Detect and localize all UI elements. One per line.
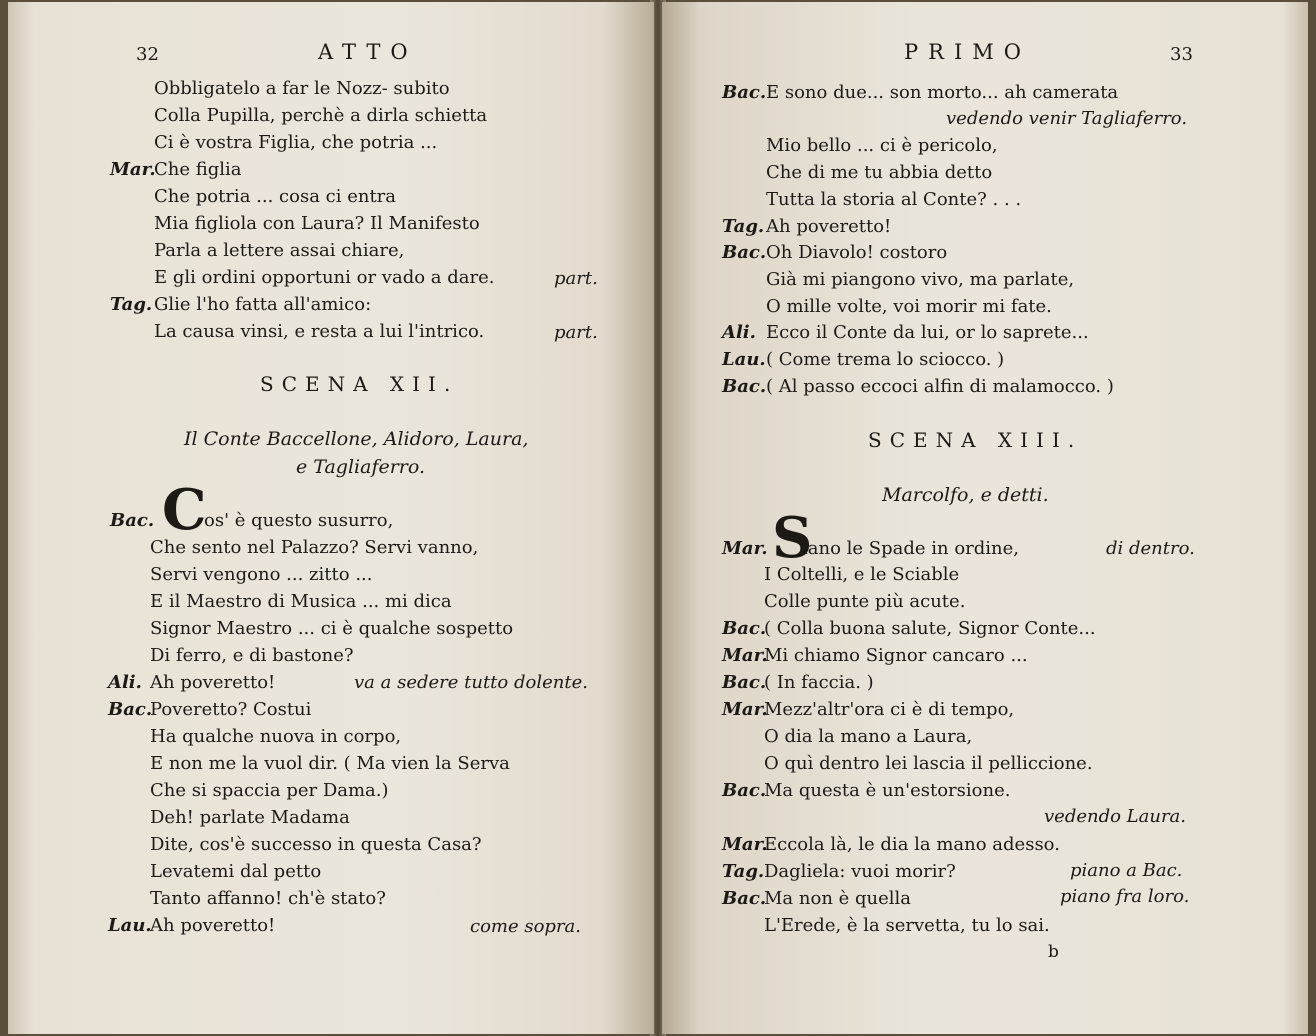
verse-line: Ah poveretto! xyxy=(766,215,892,237)
running-head: PRIMO xyxy=(904,40,1031,64)
verse-line: Ah poveretto! xyxy=(150,672,276,693)
speaker-name: Mar. xyxy=(722,538,768,559)
verse-line: O quì dentro lei lascia il pelliccione. xyxy=(764,753,1093,774)
verse-line: I Coltelli, e le Sciable xyxy=(764,564,960,585)
speaker-name: Bac. xyxy=(110,510,155,531)
left-page xyxy=(8,2,654,1034)
verse-line: E sono due... son morto... ah camerata xyxy=(766,82,1119,103)
cast-list: Il Conte Baccellone, Alidoro, Laura, xyxy=(184,428,529,450)
verse-line: Ah poveretto! xyxy=(150,915,276,936)
verse-line: E non me la vuol dir. ( Ma vien la Serva xyxy=(150,753,510,774)
stage-direction: di dentro. xyxy=(1106,538,1195,559)
verse-line: E il Maestro di Musica ... mi dica xyxy=(150,591,452,612)
verse-line: ( Al passo eccoci alfin di malamocco. ) xyxy=(766,375,1114,397)
verse-line: Poveretto? Costui xyxy=(150,699,312,720)
speaker-line xyxy=(722,538,766,560)
speaker-name: Tag. xyxy=(110,294,153,315)
verse-line: Mia figliola con Laura? Il Manifesto xyxy=(154,213,480,234)
speaker-name: Mar. xyxy=(722,834,768,855)
verse-line: O dia la mano a Laura, xyxy=(764,726,973,747)
running-head: ATTO xyxy=(318,40,418,64)
verse-line: iano le Spade in ordine, xyxy=(802,538,1020,559)
speaker-name: Lau. xyxy=(722,349,766,370)
stage-direction: part. xyxy=(554,268,598,289)
speaker-name: Bac. xyxy=(722,618,767,639)
verse-line: Oh Diavolo! costoro xyxy=(766,242,948,264)
verse-line: Signor Maestro ... ci è qualche sospetto xyxy=(150,618,514,639)
speaker-name: Bac. xyxy=(722,375,767,397)
stage-direction: piano fra loro. xyxy=(1060,886,1190,907)
stage-direction: va a sedere tutto dolente. xyxy=(354,672,588,693)
speaker-name: Bac. xyxy=(722,242,767,264)
scene-title: SCENA XIII. xyxy=(868,428,1083,452)
page-number: 32 xyxy=(136,44,159,65)
speaker-name: Bac. xyxy=(722,672,767,693)
verse-line: os' è questo susurro, xyxy=(204,510,394,531)
verse-line: Che potria ... cosa ci entra xyxy=(154,186,397,207)
speaker-name: Bac. xyxy=(722,780,767,801)
verse-line: Tutta la storia al Conte? . . . xyxy=(766,188,1022,210)
verse-line: O mille volte, voi morir mi fate. xyxy=(766,295,1052,317)
stage-direction: part. xyxy=(554,322,598,343)
verse-line: Ma questa è un'estorsione. xyxy=(764,780,1011,801)
verse-line: Che di me tu abbia detto xyxy=(766,162,993,184)
verse-line: Obbligatelo a far le Nozz- subito xyxy=(154,78,450,99)
cast-list: Marcolfo, e detti. xyxy=(882,484,1049,506)
verse-line: Mezz'altr'ora ci è di tempo, xyxy=(764,699,1015,720)
speaker-name: Tag. xyxy=(722,861,765,882)
verse-line: Dite, cos'è successo in questa Casa? xyxy=(150,834,482,855)
verse-line: Dagliela: vuoi morir? xyxy=(764,861,956,882)
stage-direction: vedendo venir Tagliaferro. xyxy=(946,108,1188,129)
stage-direction: piano a Bac. xyxy=(1070,860,1183,881)
verse-line: Eccola là, le dia la mano adesso. xyxy=(764,834,1060,855)
verse-line: Mio bello ... ci è pericolo, xyxy=(766,135,998,157)
drop-cap: S xyxy=(772,505,813,571)
verse-line: ( Come trema lo sciocco. ) xyxy=(766,349,1005,370)
verse-line: Già mi piangono vivo, ma parlate, xyxy=(766,268,1075,290)
speaker-name: Bac. xyxy=(722,82,767,103)
speaker-name: Ali. xyxy=(108,672,142,693)
verse-line: Di ferro, e di bastone? xyxy=(150,645,354,666)
drop-cap: C xyxy=(162,477,207,543)
verse-line: Che si spaccia per Dama.) xyxy=(150,780,389,801)
verse-line: Ma non è quella xyxy=(764,888,912,909)
stage-direction: vedendo Laura. xyxy=(1044,806,1187,827)
verse-line: Deh! parlate Madama xyxy=(150,807,350,828)
verse-line: Ecco il Conte da lui, or lo saprete... xyxy=(766,322,1089,344)
verse-line: ( Colla buona salute, Signor Conte... xyxy=(764,618,1096,639)
speaker-name: Bac. xyxy=(722,888,767,909)
verse-line: La causa vinsi, e resta a lui l'intrico. xyxy=(154,321,485,342)
speaker-name: Bac. xyxy=(108,699,153,720)
speaker-name: Ali. xyxy=(722,322,756,344)
speaker-name: Mar. xyxy=(110,159,156,180)
speaker-name: Lau. xyxy=(108,915,152,936)
verse-line: Che figlia xyxy=(154,159,242,180)
verse-line: ( In faccia. ) xyxy=(764,672,874,693)
page-number: 33 xyxy=(1170,44,1193,65)
stage-direction: come sopra. xyxy=(470,916,582,937)
speaker-line xyxy=(110,510,154,532)
verse-line: Colle punte più acute. xyxy=(764,591,966,612)
verse-line: E gli ordini opportuni or vado a dare. xyxy=(154,267,495,288)
speaker-name: Tag. xyxy=(722,215,765,237)
speaker-name: Mar. xyxy=(722,645,768,666)
verse-line: Mi chiamo Signor cancaro ... xyxy=(764,645,1028,666)
right-page xyxy=(662,2,1308,1034)
verse-line: Glie l'ho fatta all'amico: xyxy=(154,294,372,315)
verse-line: Levatemi dal petto xyxy=(150,861,322,882)
verse-line: Servi vengono ... zitto ... xyxy=(150,564,373,585)
verse-line: Ci è vostra Figlia, che potria ... xyxy=(154,132,438,153)
verse-line: L'Erede, è la servetta, tu lo sai. xyxy=(764,915,1050,936)
verse-line: Parla a lettere assai chiare, xyxy=(154,240,405,261)
verse-line: Tanto affanno! ch'è stato? xyxy=(150,888,386,909)
speaker-name: Mar. xyxy=(722,699,768,720)
verse-line: Che sento nel Palazzo? Servi vanno, xyxy=(150,537,479,558)
scene-title: SCENA XII. xyxy=(260,372,459,396)
verse-line: Ha qualche nuova in corpo, xyxy=(150,726,402,747)
cast-list: e Tagliaferro. xyxy=(296,456,426,478)
signature-mark: b xyxy=(1048,942,1059,962)
verse-line: Colla Pupilla, perchè a dirla schietta xyxy=(154,105,488,126)
